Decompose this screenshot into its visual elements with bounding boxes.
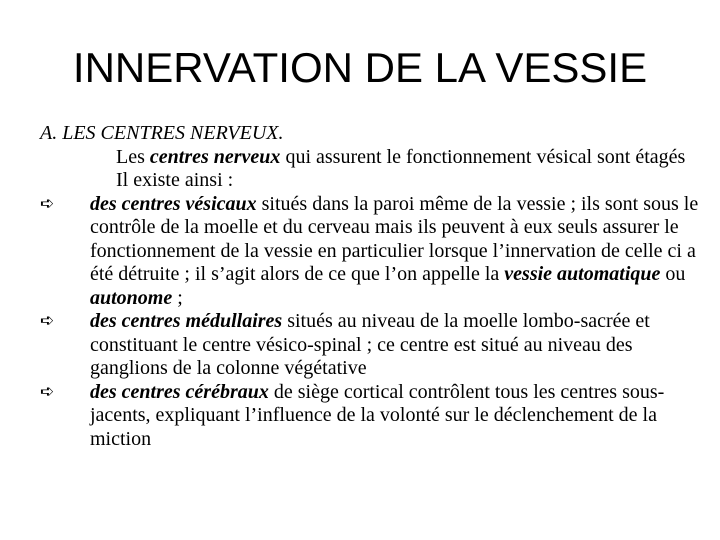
bullet-term: des centres vésicaux [90,192,257,215]
bullet-text: situés dans la paroi même de la vessie ; ils sont sous le contrôle de la moelle et du cerveau mais ils peuvent à eux seuls assurer le fonctionnement de la vessie en particulier lorsque l’innervation de celle ci a été détruite ; il s’agit alors de ce que l’on appelle la [90,192,699,285]
bullet-item-vesicaux [40,193,705,311]
slide-title: INNERVATION DE LA VESSIE [72,44,648,91]
bullet-item-medullaires [40,310,705,381]
bullet-term: des centres médullaires [90,310,283,332]
intro-prefix: Les [116,145,150,168]
white-right-arrow-icon: ➪ [40,193,55,214]
bullet-term: des centres cérébraux [90,380,269,403]
bullet-text-2: ou [660,263,686,285]
lead-line: Il existe ainsi : [116,169,234,191]
intro-paragraph [40,146,705,170]
section-heading: A. LES CENTRES NERVEUX. [40,122,284,144]
intro-suffix: qui assurent le fonctionnement vésical sont étagés [280,145,686,168]
intro-emphasis: centres nerveux [149,145,281,168]
bullet-text: situés au niveau de la moelle lombo-sacrée et constituant le centre vésico-spinal ; ce centre est situé au niveau des ganglions de la colonne végétative [90,310,650,379]
bullet-term-2: vessie automatique [504,263,661,285]
bullet-item-cerebraux [40,381,705,452]
bullet-text-3: ; [172,286,183,309]
bullet-text: de siège cortical contrôlent tous les centres sous-jacents, expliquant l’influence de la volonté sur le déclenchement de la miction [90,380,665,450]
white-right-arrow-icon: ➪ [40,311,55,331]
white-right-arrow-icon: ➪ [40,381,55,402]
slide-body [40,122,705,451]
bullet-term-3: autonome [90,286,173,309]
